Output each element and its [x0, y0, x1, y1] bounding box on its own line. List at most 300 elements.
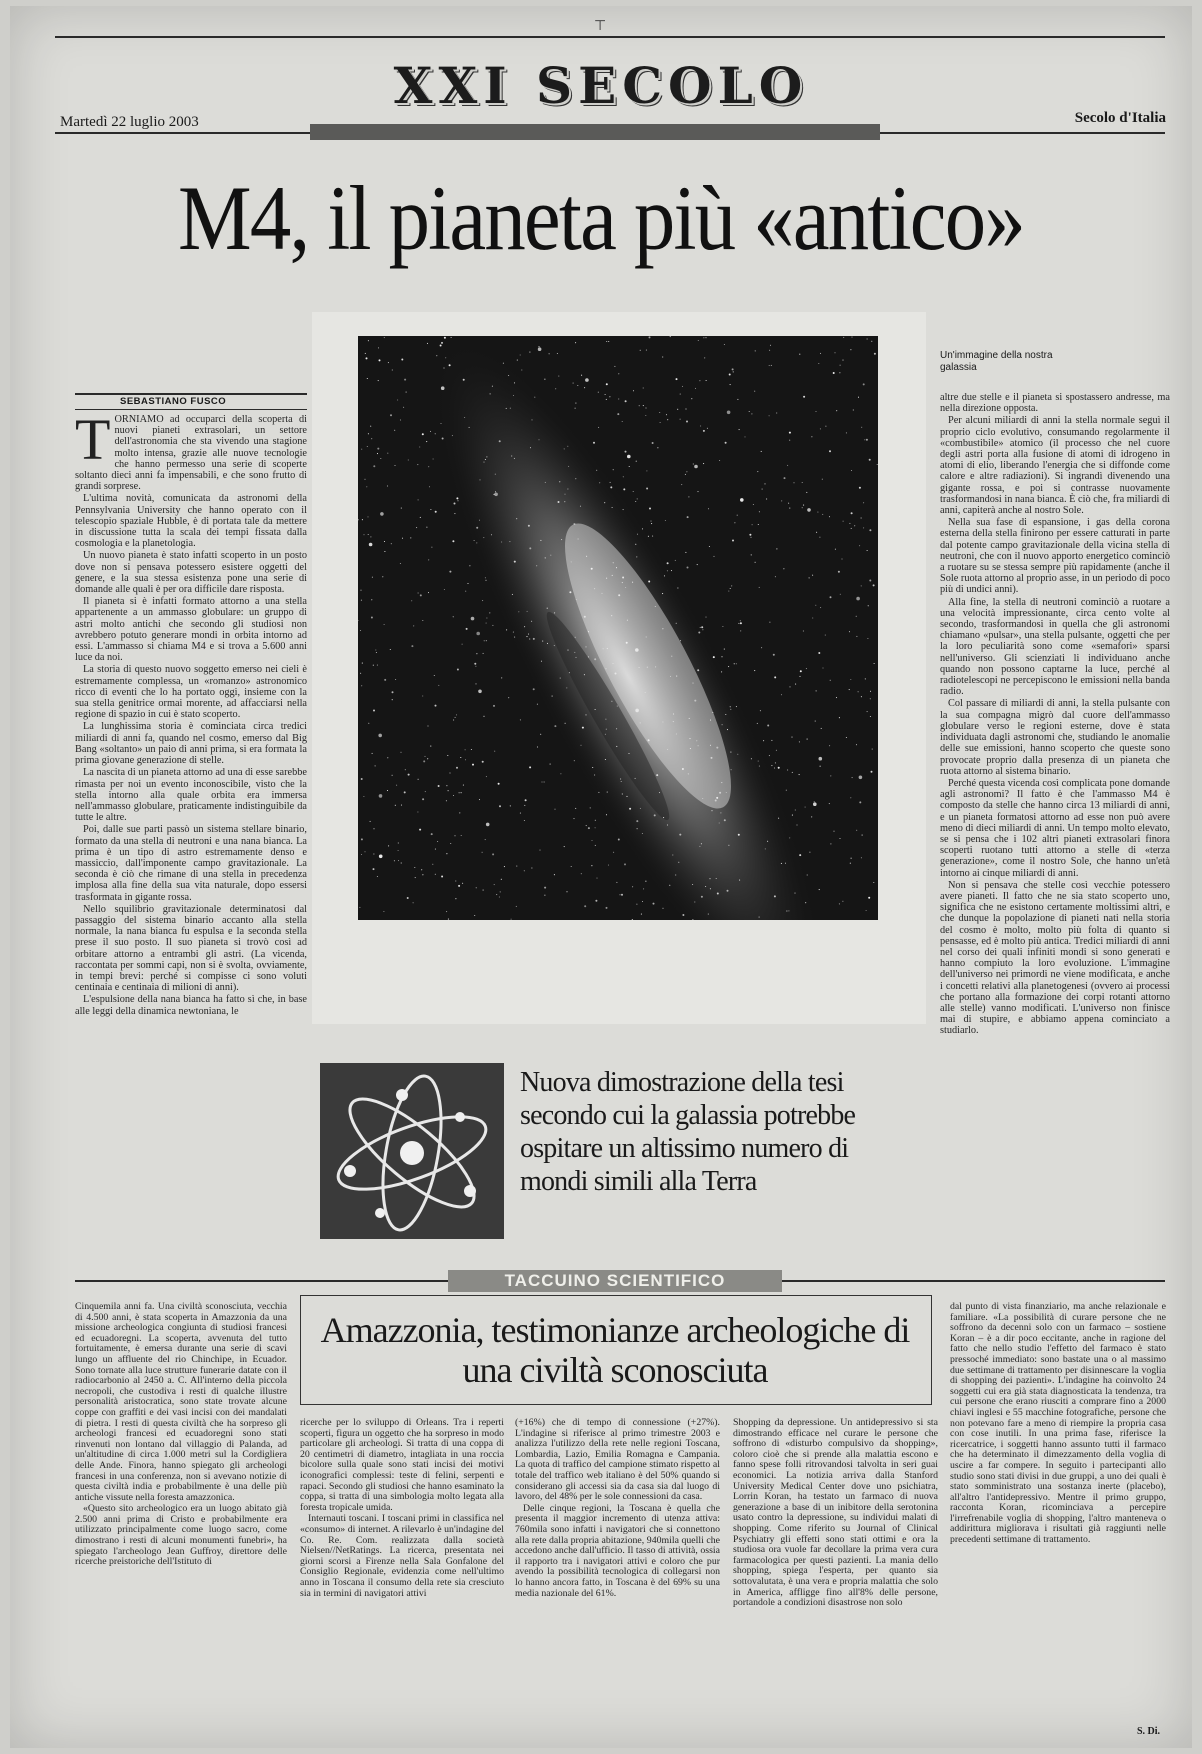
- star: [732, 368, 734, 370]
- star: [789, 432, 791, 434]
- star: [564, 501, 565, 502]
- star: [493, 705, 495, 707]
- star: [621, 781, 622, 782]
- star: [787, 465, 788, 466]
- star: [479, 799, 480, 800]
- star: [575, 637, 576, 638]
- star: [825, 426, 826, 427]
- star: [590, 807, 591, 808]
- star: [577, 385, 578, 386]
- star: [584, 387, 585, 388]
- star: [840, 594, 841, 595]
- star: [639, 405, 640, 406]
- star: [417, 811, 418, 812]
- star: [547, 608, 548, 609]
- star: [642, 901, 643, 902]
- star: [474, 915, 475, 916]
- star: [649, 508, 651, 510]
- star: [592, 767, 593, 768]
- milky-way-image: [358, 336, 878, 920]
- star: [420, 594, 422, 596]
- star: [636, 556, 637, 557]
- star: [713, 556, 714, 557]
- star: [524, 820, 525, 821]
- star: [687, 567, 689, 569]
- star: [457, 669, 459, 671]
- star: [365, 353, 366, 354]
- star: [612, 575, 613, 576]
- star: [567, 488, 568, 489]
- date: Martedì 22 luglio 2003: [60, 114, 199, 130]
- star: [550, 764, 551, 765]
- star: [400, 563, 401, 564]
- star: [405, 769, 406, 770]
- star: [667, 749, 668, 750]
- star: [537, 704, 538, 705]
- star: [737, 515, 738, 516]
- star: [591, 840, 592, 841]
- star: [778, 767, 780, 769]
- star: [469, 565, 470, 566]
- star: [373, 853, 374, 854]
- star: [418, 779, 419, 780]
- star: [856, 744, 857, 745]
- star: [446, 853, 447, 854]
- star: [675, 874, 676, 875]
- star: [705, 617, 706, 618]
- star: [372, 753, 373, 754]
- star: [544, 887, 546, 889]
- star: [595, 820, 596, 821]
- star: [870, 716, 871, 717]
- star: [366, 486, 367, 487]
- star: [864, 439, 865, 440]
- star: [637, 828, 638, 829]
- star: [650, 521, 651, 522]
- star: [455, 898, 456, 899]
- star: [588, 827, 590, 829]
- star: [460, 757, 461, 758]
- star: [448, 790, 449, 791]
- star: [757, 723, 758, 724]
- star: [759, 917, 760, 918]
- star: [595, 900, 597, 902]
- star: [407, 897, 409, 899]
- star: [693, 463, 694, 464]
- star: [514, 382, 515, 383]
- star: [817, 512, 818, 513]
- paragraph: Un nuovo pianeta è stato infatti scoperto in un posto dove non si pensava potessero esistere oggetti del genere, e la sua stessa esistenza pone una serie di domande alle quali è per ora difficile dare risposta.: [75, 550, 307, 596]
- star: [667, 570, 668, 571]
- star: [408, 774, 410, 776]
- star: [667, 824, 668, 825]
- star: [708, 508, 709, 509]
- star: [427, 758, 428, 759]
- taccuino-col4: [733, 1418, 938, 1740]
- star: [816, 690, 817, 691]
- star: [744, 436, 745, 437]
- star: [606, 907, 608, 909]
- star: [851, 858, 852, 859]
- star: [401, 805, 402, 806]
- star: [373, 465, 375, 467]
- star: [574, 652, 575, 653]
- star: [476, 653, 477, 654]
- star: [441, 386, 445, 390]
- star: [446, 911, 447, 912]
- star: [820, 428, 821, 429]
- star: [606, 729, 607, 730]
- star: [758, 761, 759, 762]
- star: [388, 845, 389, 846]
- star: [750, 537, 751, 538]
- star: [377, 665, 378, 666]
- star: [666, 414, 667, 415]
- star: [701, 843, 702, 844]
- star: [524, 626, 525, 627]
- star: [648, 581, 650, 583]
- star: [485, 459, 486, 460]
- star: [510, 408, 511, 409]
- star: [626, 642, 628, 644]
- star: [676, 733, 677, 734]
- star: [697, 669, 699, 671]
- star: [564, 448, 565, 449]
- star: [400, 752, 401, 753]
- star: [401, 359, 403, 361]
- star: [516, 866, 517, 867]
- star: [593, 442, 595, 444]
- star: [803, 396, 805, 398]
- paragraph: «Questo sito archeologico era un luogo abitato già 2.500 anni prima di Cristo e probabilmente era utilizzato principalmente come luogo sacro, come dimostrano i resti di alcuni monumenti funebri», ha spiegato l'archeologo Jean Guffroy, direttore delle ricerche preistoriche dell'Istituto di: [75, 1503, 287, 1568]
- star: [809, 577, 810, 578]
- star: [384, 679, 386, 681]
- star: [618, 373, 619, 374]
- star: [822, 667, 823, 668]
- star: [761, 647, 762, 648]
- star: [419, 446, 420, 447]
- star: [640, 722, 641, 723]
- star: [485, 580, 486, 581]
- star: [799, 676, 800, 677]
- star: [643, 387, 644, 388]
- star: [461, 835, 462, 836]
- star: [833, 372, 835, 374]
- star: [456, 497, 458, 499]
- star: [685, 408, 686, 409]
- star: [685, 474, 686, 475]
- star: [414, 867, 415, 868]
- star: [690, 748, 691, 749]
- star: [440, 423, 441, 424]
- star: [842, 360, 843, 361]
- star: [545, 557, 546, 558]
- star: [511, 455, 512, 456]
- star: [623, 488, 625, 490]
- star: [616, 746, 617, 747]
- star: [379, 359, 381, 361]
- star: [457, 500, 458, 501]
- signature: S. Di.: [1136, 1726, 1160, 1737]
- star: [821, 728, 822, 729]
- star: [621, 894, 623, 896]
- star: [595, 845, 596, 846]
- star: [867, 711, 868, 712]
- star: [596, 878, 597, 879]
- star: [660, 422, 661, 423]
- star: [627, 455, 631, 459]
- star: [858, 691, 859, 692]
- star: [458, 885, 460, 887]
- paragraph: ORNIAMO ad occuparci della scoperta di nuovi pianeti extrasolari, un settore dell'astronomia che sta vivendo una stagione molto intensa, grazie alle nuove tecnologie che hanno permesso una serie di scoperte soltanto dieci anni fa impensabili, e che sono frutto di grandi sorprese.: [75, 414, 307, 493]
- star: [697, 491, 698, 492]
- star: [850, 863, 851, 864]
- star: [552, 696, 553, 697]
- star: [373, 828, 374, 829]
- headline: M4, il pianeta più «antico»: [178, 167, 1024, 269]
- star: [694, 901, 695, 902]
- star: [632, 582, 633, 583]
- star: [760, 710, 761, 711]
- star: [662, 908, 663, 909]
- star: [645, 692, 646, 693]
- star: [422, 433, 424, 435]
- star: [476, 527, 478, 529]
- star: [483, 890, 484, 891]
- star: [394, 465, 395, 466]
- star: [584, 905, 586, 907]
- star: [836, 697, 837, 698]
- star: [401, 862, 402, 863]
- star: [520, 719, 521, 720]
- taccuino-col5: [950, 1302, 1166, 1724]
- star: [628, 753, 629, 754]
- star: [441, 342, 443, 344]
- star: [367, 378, 368, 379]
- star: [722, 626, 723, 627]
- star: [567, 650, 568, 651]
- star: [632, 886, 633, 887]
- star: [455, 717, 456, 718]
- star: [544, 379, 545, 380]
- star: [846, 432, 847, 433]
- star: [759, 587, 760, 588]
- star: [464, 417, 465, 418]
- star: [642, 528, 643, 529]
- star: [769, 755, 770, 756]
- star: [850, 797, 851, 798]
- star: [699, 380, 700, 381]
- star: [450, 843, 451, 844]
- star: [677, 587, 678, 588]
- star: [670, 676, 671, 677]
- star: [387, 790, 388, 791]
- star: [659, 792, 660, 793]
- star: [771, 765, 772, 766]
- paragraph: Delle cinque regioni, la Toscana è quella che presenta il maggior incremento di utenza attiva: 760mila sono infatti i navigatori che si connettono alla rete dalla propria abitazione, 940mila quelli che accedono anche dall'ufficio. Il tasso di attività, ossia il rapporto tra i navigatori attivi e coloro che pur avendo la possibilità tecnologica di collegarsi non lo hanno ancora fatto, in Toscana è del 69% su una media nazionale del 61%.: [515, 1502, 720, 1599]
- star: [846, 737, 847, 738]
- star: [688, 496, 689, 497]
- star: [812, 575, 813, 576]
- star: [724, 649, 725, 650]
- star: [575, 342, 576, 343]
- star: [418, 499, 419, 500]
- star: [384, 551, 385, 552]
- star: [391, 543, 392, 544]
- star: [373, 665, 374, 666]
- star: [581, 375, 582, 376]
- star: [486, 623, 487, 624]
- star: [510, 805, 511, 806]
- star: [554, 645, 555, 646]
- star: [692, 683, 693, 684]
- star: [680, 394, 681, 395]
- star: [503, 363, 504, 364]
- star: [588, 656, 589, 657]
- star: [866, 439, 868, 441]
- star: [840, 365, 841, 366]
- star: [799, 741, 800, 742]
- star: [568, 466, 569, 467]
- star: [558, 501, 560, 503]
- star: [707, 428, 708, 429]
- star: [819, 537, 820, 538]
- star: [711, 810, 712, 811]
- star: [463, 379, 465, 381]
- star: [793, 482, 794, 483]
- star: [727, 729, 728, 730]
- star: [616, 882, 617, 883]
- star: [359, 907, 360, 908]
- star: [811, 816, 812, 817]
- star: [432, 864, 433, 865]
- star: [637, 534, 638, 535]
- star: [605, 759, 606, 760]
- star: [443, 367, 444, 368]
- star: [856, 636, 857, 637]
- star: [575, 657, 576, 658]
- star: [685, 552, 686, 553]
- star: [598, 392, 599, 393]
- star: [489, 612, 490, 613]
- star: [449, 571, 451, 573]
- star: [678, 862, 679, 863]
- star: [789, 440, 790, 441]
- star: [594, 658, 596, 660]
- star: [656, 774, 658, 776]
- star: [716, 878, 717, 879]
- star: [434, 675, 435, 676]
- star: [830, 775, 831, 776]
- star: [360, 673, 361, 674]
- star: [606, 399, 607, 400]
- star: [749, 411, 750, 412]
- star: [682, 768, 684, 770]
- star: [645, 407, 646, 408]
- star: [719, 460, 720, 461]
- star: [689, 738, 690, 739]
- star: [691, 398, 692, 399]
- star: [785, 863, 786, 864]
- star: [792, 772, 793, 773]
- star: [703, 430, 705, 432]
- star: [851, 528, 852, 529]
- star: [820, 353, 821, 354]
- star: [411, 600, 412, 601]
- star: [667, 419, 668, 420]
- star: [799, 854, 801, 856]
- star: [520, 354, 521, 355]
- star: [591, 568, 593, 570]
- star: [573, 523, 575, 525]
- star: [392, 369, 393, 370]
- star: [716, 747, 718, 749]
- star: [614, 366, 615, 367]
- star: [474, 663, 476, 665]
- star: [694, 700, 696, 702]
- star: [761, 451, 762, 452]
- star: [863, 383, 865, 385]
- star: [387, 453, 388, 454]
- star: [466, 628, 468, 630]
- star: [558, 376, 559, 377]
- star: [608, 865, 609, 866]
- star: [769, 415, 770, 416]
- star: [811, 436, 812, 437]
- star: [476, 887, 477, 888]
- star: [536, 565, 537, 566]
- star: [618, 594, 620, 596]
- star: [454, 835, 455, 836]
- star: [435, 849, 436, 850]
- star: [462, 883, 463, 884]
- star: [818, 363, 819, 364]
- star: [368, 433, 369, 434]
- star: [775, 762, 776, 763]
- star: [649, 336, 651, 338]
- star: [724, 344, 725, 345]
- star: [787, 769, 788, 770]
- star: [774, 767, 775, 768]
- paragraph: Cinquemila anni fa. Una civiltà sconosciuta, vecchia di 4.500 anni, è stata scoperta in Amazzonia da una missione archeologica congiunta di studiosi francesi ed ecuadoregni. La scoperta, avvenuta del tutto fortuitamente, è emersa durante una serie di scavi lungo un affluente del rio Chinchipe, in Ecuador. Sono tornate alla luce strutture funerarie datate con il radiocarbonio al 2450 a. C. All'interno della piccola necropoli, che custodiva i resti di qualche illustre personalità aristocratica, sono state trovate alcune coppe con graffiti e dei vasi incisi con dei mandalati di pietra. I resti di questa civiltà che ha sorpreso gli archeologi francesi ed ecuadoregni sono stati rinvenuti non lontano dal villaggio di Palanda, ad un'altitudine di circa 1.000 metri sul la Cordigliera delle Ande. Finora, hanno spiegato gli archeologi francesi in una conferenza, non si avevano notizie di questa civiltà india e probabilmente è una delle più antiche vissute nella foresta amazzonica.: [75, 1302, 287, 1503]
- star: [433, 458, 434, 459]
- star: [419, 829, 421, 831]
- star: [819, 889, 820, 890]
- star: [673, 721, 674, 722]
- star: [427, 725, 428, 726]
- star: [575, 408, 576, 409]
- star: [802, 482, 803, 483]
- taccuino-banner: TACCUINO SCIENTIFICO: [448, 1270, 782, 1292]
- star: [529, 352, 530, 353]
- star: [472, 764, 474, 766]
- star: [751, 758, 752, 759]
- star: [635, 709, 639, 713]
- star: [378, 380, 379, 381]
- star: [662, 356, 663, 357]
- star: [725, 442, 727, 444]
- star: [514, 458, 515, 459]
- star: [736, 663, 737, 664]
- star: [435, 874, 436, 875]
- star: [585, 714, 586, 715]
- star: [498, 783, 500, 785]
- star: [494, 493, 498, 497]
- star: [617, 413, 619, 415]
- star: [704, 357, 705, 358]
- star: [428, 466, 429, 467]
- paragraph: L'ultima novità, comunicata da astronomi della Pennsylvania University che hanno operato con il telescopio spaziale Hubble, è di portata tale da mettere in discussione tutta la scala dei tempi fissata dalla cosmologia e la planetologia.: [75, 493, 307, 550]
